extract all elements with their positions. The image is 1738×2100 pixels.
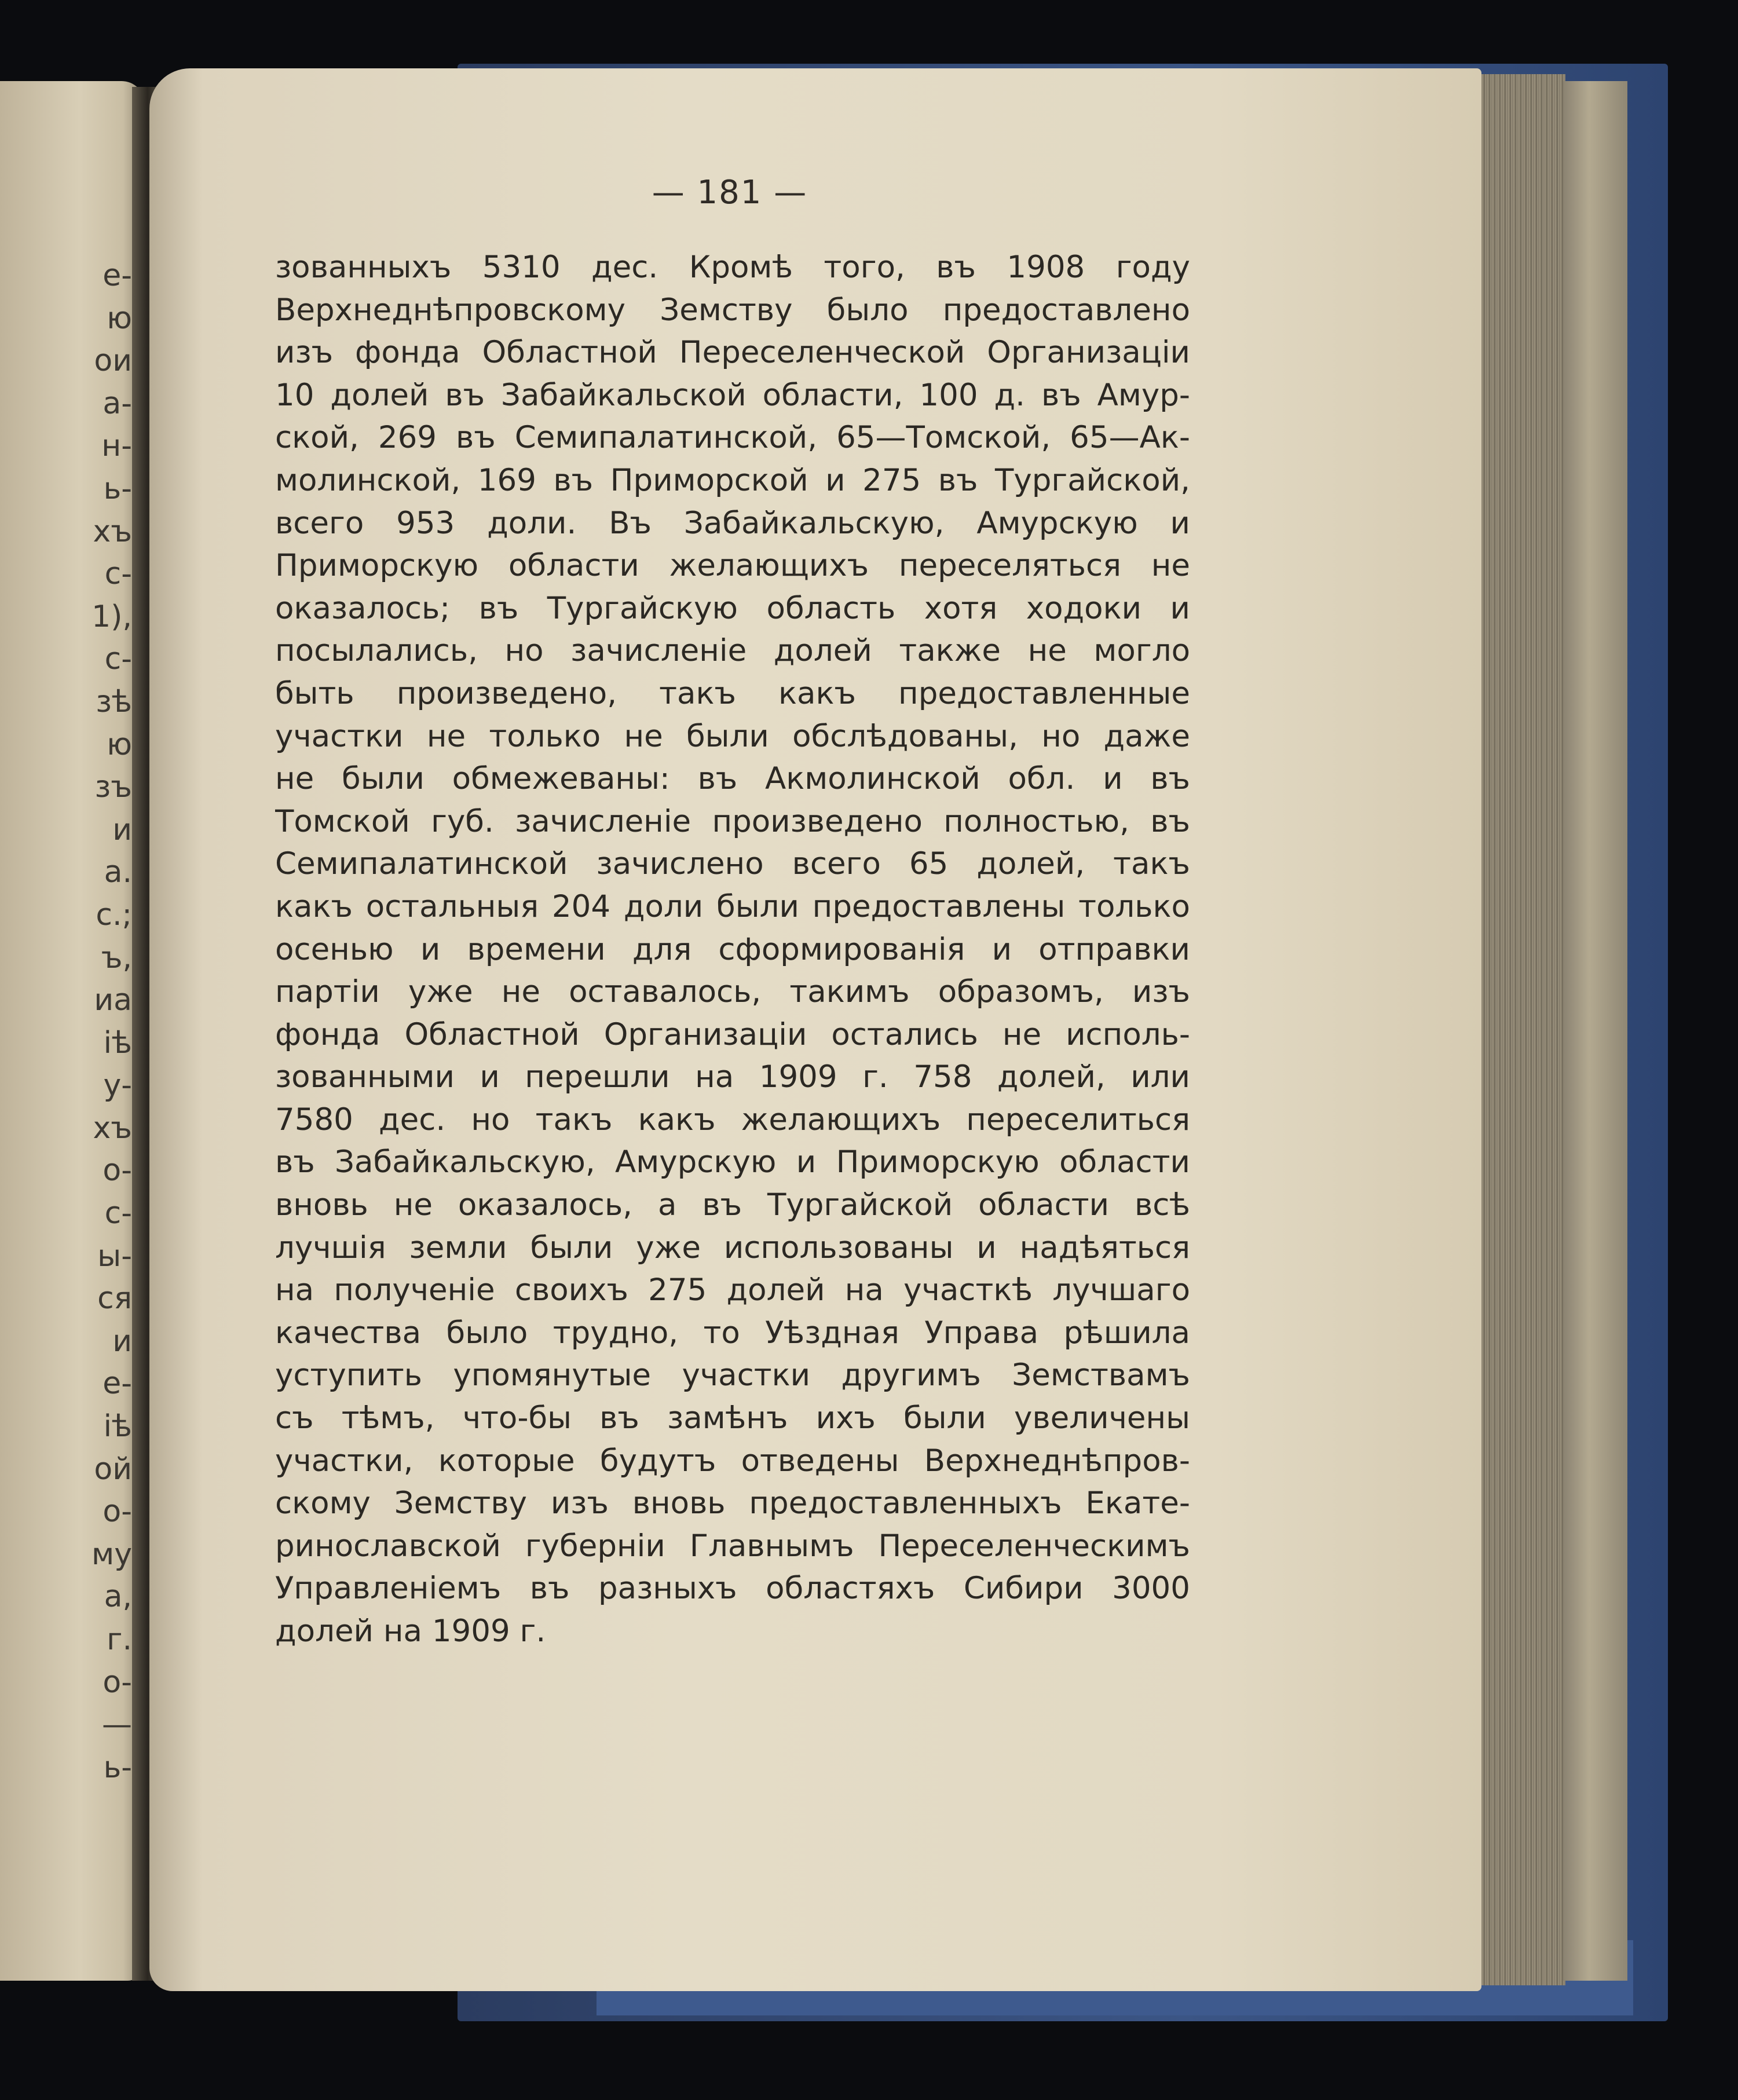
facing-page-line-fragment: о-: [103, 1664, 132, 1700]
facing-page-line-fragment: с-: [104, 1196, 132, 1231]
facing-page-line-fragment: у-: [103, 1068, 132, 1103]
facing-page-line-fragment: а-: [103, 386, 132, 421]
text-line: всего 953 доли. Въ Забайкальскую, Амурскую и: [275, 505, 1190, 541]
facing-page: [0, 81, 145, 1981]
facing-page-line-fragment: iѣ: [103, 1025, 132, 1060]
text-line: вновь не оказалось, а въ Тургайской области всѣ: [275, 1187, 1190, 1223]
text-line: качества было трудно, то Уѣздная Управа рѣшила: [275, 1315, 1190, 1351]
text-line: фонда Областной Организацiи остались не исполь-: [275, 1016, 1190, 1052]
facing-page-line-fragment: е-: [103, 1366, 132, 1402]
facing-page-line-fragment: ся: [97, 1281, 132, 1316]
page-number: — 181 —: [652, 174, 808, 211]
text-line: молинской, 169 въ Приморской и 275 въ Тургайской,: [275, 462, 1190, 498]
text-line: зованными и перешли на 1909 г. 758 долей, или: [275, 1059, 1190, 1095]
facing-page-line-fragment: с-: [104, 557, 132, 592]
facing-page-line-fragment: и: [112, 1323, 132, 1359]
text-line: на полученiе своихъ 275 долей на участкѣ лучшаго: [275, 1272, 1190, 1308]
text-line: партiи уже не оставалось, такимъ образомъ, изъ: [275, 974, 1190, 1010]
text-line: уступить упомянутые участки другимъ Земствамъ: [275, 1358, 1190, 1393]
facing-page-line-fragment: ю: [107, 727, 132, 762]
facing-page-line-fragment: и: [112, 812, 132, 847]
facing-page-line-fragment: иа: [94, 983, 132, 1018]
text-line: долей на 1909 г.: [275, 1614, 546, 1649]
facing-page-line-fragment: е-: [103, 258, 132, 293]
facing-page-line-fragment: н-: [101, 429, 132, 464]
page-block-edge: [1476, 74, 1565, 1985]
text-line: изъ фонда Областной Переселенческой Организацiи: [275, 335, 1190, 371]
text-line: не были обмежеваны: въ Акмолинской обл. и въ: [275, 761, 1190, 797]
text-line: скому Земству изъ вновь предоставленныхъ Екате-: [275, 1486, 1190, 1521]
text-line: Семипалатинской зачислено всего 65 долей, такъ: [275, 846, 1190, 882]
text-line: 10 долей въ Забайкальской области, 100 д. въ Амур-: [275, 377, 1190, 413]
text-line: участки, которые будутъ отведены Верхнеднѣпров-: [275, 1443, 1190, 1479]
text-line: какъ остальныя 204 доли были предоставлены только: [275, 888, 1190, 924]
text-line: Верхнеднѣпровскому Земству было предоставлено: [275, 292, 1190, 328]
text-line: Приморскую области желающихъ переселяться не: [275, 548, 1190, 584]
facing-page-line-fragment: о-: [103, 1153, 132, 1188]
facing-page-line-fragment: ой: [94, 1451, 132, 1487]
facing-page-line-fragment: хъ: [93, 1110, 132, 1146]
facing-page-line-fragment: с-: [104, 642, 132, 677]
facing-page-line-fragment: г.: [107, 1622, 132, 1657]
text-line: 7580 дес. но такъ какъ желающихъ переселиться: [275, 1102, 1190, 1137]
text-line: быть произведено, такъ какъ предоставленные: [275, 675, 1190, 711]
text-line: лучшiя земли были уже использованы и надѣяться: [275, 1230, 1190, 1265]
text-line: зованныхъ 5310 дес. Кромѣ того, въ 1908 году: [275, 250, 1190, 285]
facing-page-line-fragment: му: [91, 1536, 132, 1572]
text-line: Управленiемъ въ разныхъ областяхъ Сибири 3000: [275, 1571, 1190, 1607]
text-line: съ тѣмъ, что-бы въ замѣнъ ихъ были увеличены: [275, 1400, 1190, 1436]
facing-page-line-fragment: ы-: [97, 1238, 132, 1274]
facing-page-line-fragment: о-: [103, 1494, 132, 1530]
facing-page-line-fragment: ои: [94, 343, 132, 379]
text-line: въ Забайкальскую, Амурскую и Приморскую области: [275, 1144, 1190, 1180]
facing-page-line-fragment: —: [102, 1707, 132, 1743]
facing-page-line-fragment: iѣ: [103, 1409, 132, 1444]
text-line: участки не только не были обслѣдованы, но даже: [275, 718, 1190, 754]
facing-page-line-fragment: 1),: [92, 599, 132, 634]
facing-page-line-fragment: а.: [104, 855, 132, 890]
facing-page-text: [51, 255, 132, 1789]
text-line: оказалось; въ Тургайскую область хотя ходоки и: [275, 590, 1190, 626]
facing-page-line-fragment: зѣ: [96, 684, 132, 719]
text-line: осенью и времени для сформированiя и отправки: [275, 931, 1190, 967]
facing-page-line-fragment: хъ: [93, 514, 132, 549]
text-line: ринославской губернiи Главнымъ Переселенческимъ: [275, 1528, 1190, 1564]
page-body-text: [275, 246, 1190, 1653]
facing-page-line-fragment: ь-: [103, 1750, 132, 1785]
facing-page-line-fragment: ь-: [103, 471, 132, 506]
facing-page-line-fragment: ъ,: [101, 940, 132, 975]
page-block-shadow: [1564, 81, 1627, 1981]
text-line: посылались, но зачисленiе долей также не могло: [275, 633, 1190, 669]
text-line: Томской губ. зачисленiе произведено полностью, въ: [275, 803, 1190, 839]
facing-page-line-fragment: зъ: [94, 770, 132, 805]
facing-page-line-fragment: ю: [107, 301, 132, 336]
facing-page-line-fragment: а,: [104, 1579, 132, 1615]
text-line: ской, 269 въ Семипалатинской, 65—Томской, 65—Ак-: [275, 420, 1190, 456]
facing-page-line-fragment: с.;: [96, 897, 132, 932]
